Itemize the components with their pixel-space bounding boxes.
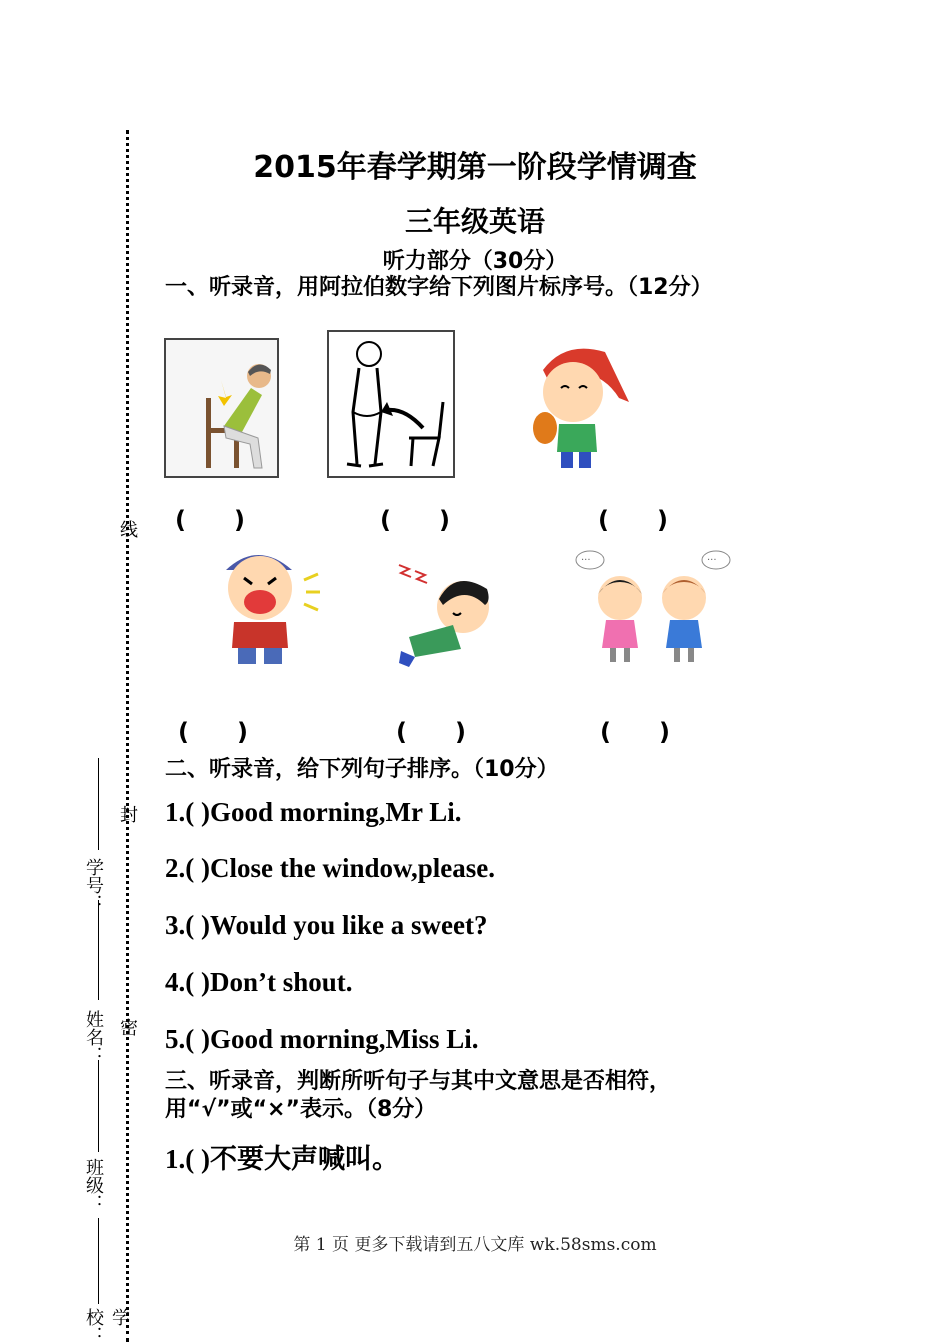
student-id-label: 学号：	[83, 858, 104, 912]
section1-heading: 一、听录音，用阿拉伯数字给下列图片标序号。（12分）	[165, 275, 713, 300]
page-title: 2015年春学期第一阶段学情调查	[253, 150, 697, 185]
girls-talking-icon	[572, 548, 737, 668]
judge-item: 1.( )不要大声喊叫。	[165, 1144, 399, 1174]
name-line	[98, 900, 99, 1000]
boy-shouting-icon	[200, 540, 325, 670]
answer-paren-3[interactable]: ( )	[598, 506, 668, 534]
school-label: 学校：	[83, 1308, 130, 1344]
binding-dotted-line	[126, 130, 129, 1342]
cut-mark-feng: 封	[117, 805, 138, 823]
sentence-item: 5.( )Good morning,Miss Li.	[165, 1024, 479, 1054]
stand-up-icon	[327, 330, 455, 478]
answer-paren-4[interactable]: ( )	[178, 718, 248, 746]
sentence-item: 1.( )Good morning,Mr Li.	[165, 797, 462, 827]
section3-heading: 三、听录音，判断所听句子与其中文意思是否相符，用“√”或“×”表示。（8分）	[165, 1069, 672, 1122]
answer-paren-2[interactable]: ( )	[380, 506, 450, 534]
sentence-item: 4.( )Don’t shout.	[165, 967, 353, 997]
cut-mark-mi: 密	[117, 1018, 138, 1036]
sentence-item: 3.( )Would you like a sweet?	[165, 910, 488, 940]
sentence-item: 2.( )Close the window,please.	[165, 853, 495, 883]
answer-paren-6[interactable]: ( )	[600, 718, 670, 746]
answer-paren-1[interactable]: ( )	[175, 506, 245, 534]
cut-mark-xian: 线	[117, 520, 138, 538]
svg-text:···: ···	[581, 555, 591, 566]
section2-heading: 二、听录音，给下列句子排序。（10分）	[165, 757, 559, 782]
boy-sleeping-icon	[395, 555, 500, 670]
page-footer: 第 1 页 更多下载请到五八文库 wk.58sms.com	[293, 1235, 657, 1255]
answer-paren-5[interactable]: ( )	[396, 718, 466, 746]
boy-eating-icon	[525, 340, 635, 475]
part-heading: 听力部分（30分）	[382, 249, 568, 274]
svg-text:···: ···	[707, 555, 717, 566]
student-id-line	[98, 758, 99, 850]
class-label: 班级：	[83, 1158, 104, 1212]
page-subtitle: 三年级英语	[404, 205, 545, 238]
class-line	[98, 1060, 99, 1152]
name-label: 姓名：	[83, 1010, 104, 1064]
sit-down-icon	[164, 338, 279, 478]
